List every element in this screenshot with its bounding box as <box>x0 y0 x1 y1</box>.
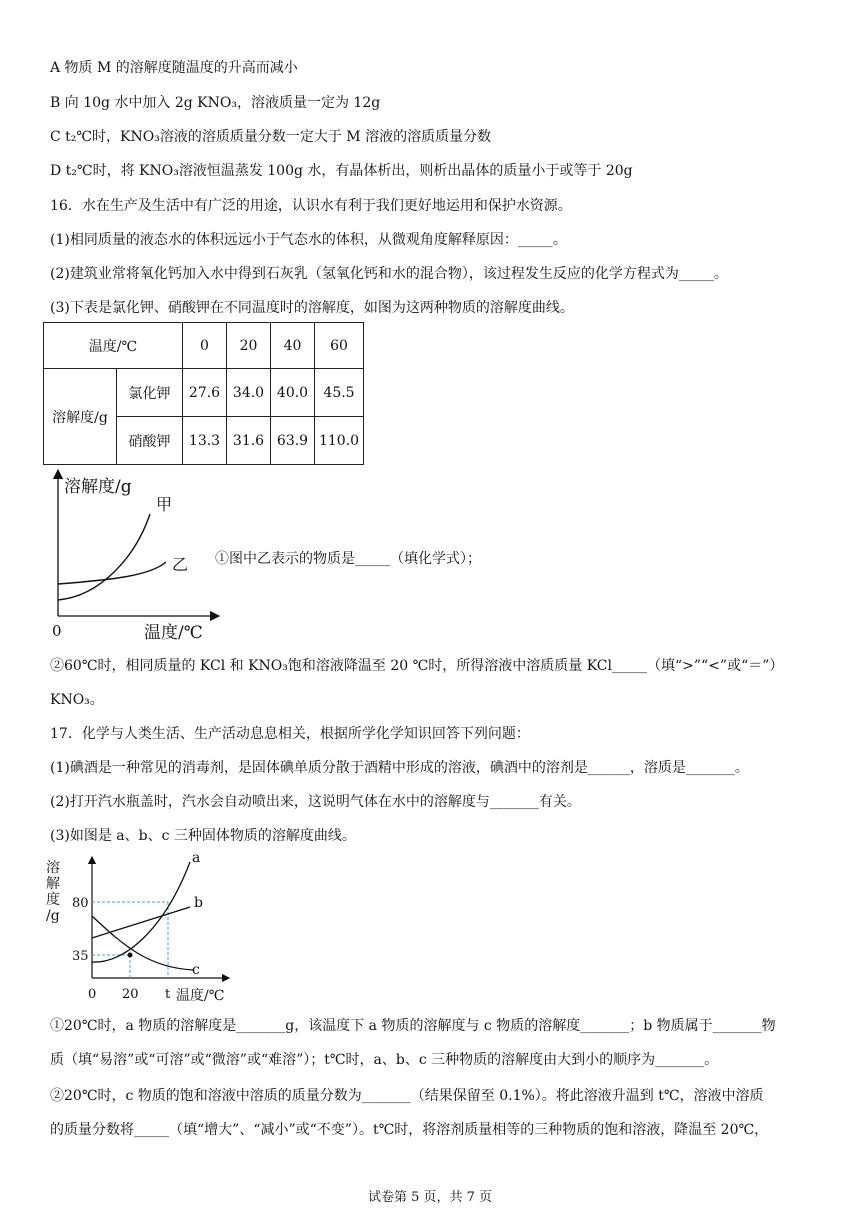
y-label-3: 度 <box>46 892 60 908</box>
curve-a-label: a <box>192 850 201 866</box>
curve-yi <box>58 562 166 584</box>
tick-x0: 0 <box>88 987 97 1002</box>
x-axis-label: 温度/℃ <box>144 623 203 643</box>
table-cell: 13.3 <box>183 417 227 465</box>
q15-option-a: A 物质 M 的溶解度随温度的升高而减小 <box>50 60 298 76</box>
q16-part1: (1)相同质量的液态水的体积远远小于气态水的体积，从微观角度解释原因：_____。 <box>50 232 567 248</box>
q17-sub2-line2: 的质量分数将_____（填“增大”、“减小”或“不变”）。t℃时，将溶剂质量相等的三种物质的饱和溶液，降温至 20℃， <box>50 1122 769 1138</box>
tick-35: 35 <box>72 949 89 964</box>
q17-sub2-line1: ②20℃时，c 物质的饱和溶液中溶质的质量分数为_______（结果保留至 0.1%）。将此溶液升温到 t℃，溶液中溶质 <box>50 1088 764 1104</box>
table-temp-40: 40 <box>271 323 315 369</box>
solubility-table <box>43 322 364 465</box>
table-cell: 27.6 <box>183 369 227 417</box>
table-temp-60: 60 <box>315 323 364 369</box>
curve-c <box>92 916 194 970</box>
table-cell: 63.9 <box>271 417 315 465</box>
q17-solubility-graph <box>44 850 244 1010</box>
table-header-temp: 温度/℃ <box>44 323 183 369</box>
q15-option-b: B 向 10g 水中加入 2g KNO₃，溶液质量一定为 12g <box>50 95 381 111</box>
y-label-1: 溶 <box>46 860 60 876</box>
curve-c-label: c <box>192 962 200 978</box>
y-label-2: 解 <box>46 876 60 892</box>
table-cell: 110.0 <box>315 417 364 465</box>
q16-solubility-graph <box>40 468 220 646</box>
tick-xt: t <box>165 987 171 1002</box>
table-cell: 45.5 <box>315 369 364 417</box>
table-temp-20: 20 <box>227 323 271 369</box>
q17-part1: (1)碘酒是一种常见的消毒剂，是固体碘单质分散于酒精中形成的溶液，碘酒中的溶剂是______，溶质是_______。 <box>50 760 749 776</box>
q16-sub1: ①图中乙表示的物质是_____（填化学式）； <box>215 551 481 567</box>
curve-jia-label: 甲 <box>156 495 173 514</box>
table-temp-0: 0 <box>183 323 227 369</box>
tick-80: 80 <box>72 896 89 911</box>
curve-yi-label: 乙 <box>172 555 189 574</box>
q15-option-c: C t₂℃时，KNO₃溶液的溶质质量分数一定大于 M 溶液的溶质质量分数 <box>50 129 492 145</box>
table-cell: 34.0 <box>227 369 271 417</box>
origin-label: 0 <box>52 622 62 640</box>
y-axis-label: 溶解度/g <box>64 477 132 497</box>
table-header-solubility: 溶解度/g <box>44 369 117 465</box>
q17-stem: 17．化学与人类生活、生产活动息息相关，根据所学化学知识回答下列问题： <box>50 726 530 742</box>
x-axis-label: 温度/℃ <box>176 988 225 1004</box>
y-label-4: /g <box>46 908 60 924</box>
q16-stem: 16．水在生产及生活中有广泛的用途，认识水有利于我们更好地运用和保护水资源。 <box>50 198 572 214</box>
q16-sub2-line2: KNO₃。 <box>50 692 104 708</box>
q17-part3: (3)如图是 a、b、c 三种固体物质的溶解度曲线。 <box>50 828 356 844</box>
q17-part2: (2)打开汽水瓶盖时，汽水会自动喷出来，这说明气体在水中的溶解度与_______有关。 <box>50 794 581 810</box>
tick-x20: 20 <box>122 987 139 1002</box>
curve-jia <box>58 514 150 600</box>
table-cell: 31.6 <box>227 417 271 465</box>
q16-part2: (2)建筑业常将氧化钙加入水中得到石灰乳（氢氧化钙和水的混合物），该过程发生反应的化学方程式为_____。 <box>50 266 728 282</box>
table-row-kno3-name: 硝酸钾 <box>117 417 183 465</box>
table-row-kcl-name: 氯化钾 <box>117 369 183 417</box>
q16-sub2-line1: ②60℃时，相同质量的 KCl 和 KNO₃饱和溶液降温至 20 ℃时，所得溶液中溶质质量 KCl_____（填“>”“<”或“＝”） <box>50 658 784 674</box>
q17-sub1-line2: 质（填“易溶”或“可溶”或“微溶”或“难溶”）；t℃时，a、b、c 三种物质的溶解度由大到小的顺序为_______。 <box>50 1052 719 1068</box>
q16-part3: (3)下表是氯化钾、硝酸钾在不同温度时的溶解度，如图为这两种物质的溶解度曲线。 <box>50 300 574 316</box>
q15-option-d: D t₂℃时，将 KNO₃溶液恒温蒸发 100g 水，有晶体析出，则析出晶体的质量小于或等于 20g <box>50 163 633 179</box>
curve-b-label: b <box>194 895 203 911</box>
intersection-point <box>128 953 133 958</box>
table-cell: 40.0 <box>271 369 315 417</box>
curve-b <box>92 907 190 938</box>
page-footer: 试卷第 5 页，共 7 页 <box>367 1190 493 1205</box>
q17-sub1-line1: ①20℃时，a 物质的溶解度是_______g，该温度下 a 物质的溶解度与 c 物质的溶解度_______；b 物质属于_______物 <box>50 1018 776 1034</box>
